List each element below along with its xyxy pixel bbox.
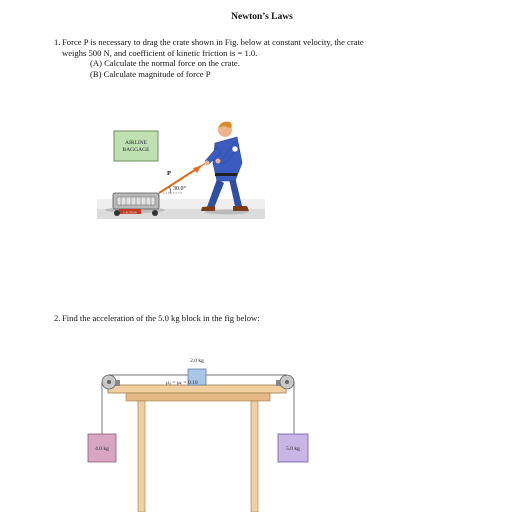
question-1-part-a: (A) Calculate the normal force on the crate. <box>90 58 240 68</box>
table-leg-right <box>251 401 258 512</box>
top-block-label: 2.0 kg <box>190 358 204 364</box>
question-2-text: Find the acceleration of the 5.0 kg block in the fig below: <box>62 313 260 323</box>
question-1-line-2: weighs 500 N, and coefficient of kinetic friction is = 1.0. <box>62 47 258 58</box>
pulley-table-figure <box>86 352 310 512</box>
question-1-part-b: (B) Calculate magnitude of force P <box>90 68 211 79</box>
force-p-label: P <box>167 170 171 177</box>
question-2 <box>54 313 462 324</box>
table-leg-left <box>138 401 145 512</box>
question-1-number: 1. <box>54 37 61 47</box>
right-block-label: 5.0 kg <box>286 446 300 452</box>
baggage-sign <box>114 131 158 161</box>
question-1 <box>54 37 462 79</box>
sign-line-2: BAGGAGE <box>122 147 150 153</box>
question-1-line-1: Force P is necessary to drag the crate shown in Fig. below at constant velocity, the crate <box>62 37 364 47</box>
crate-drag-figure <box>97 113 265 228</box>
crate-tag: CAUTION <box>123 210 137 215</box>
angle-label: 30.0° <box>173 186 186 192</box>
page-title: Newton’s Laws <box>231 12 293 22</box>
friction-caption: μₛ = μₖ = 0.10 <box>166 380 198 386</box>
question-2-number: 2. <box>54 313 61 323</box>
left-block-label: 4.0 kg <box>95 446 109 452</box>
angle-arc <box>169 187 170 193</box>
sign-line-1: AIRLINE <box>125 140 147 146</box>
